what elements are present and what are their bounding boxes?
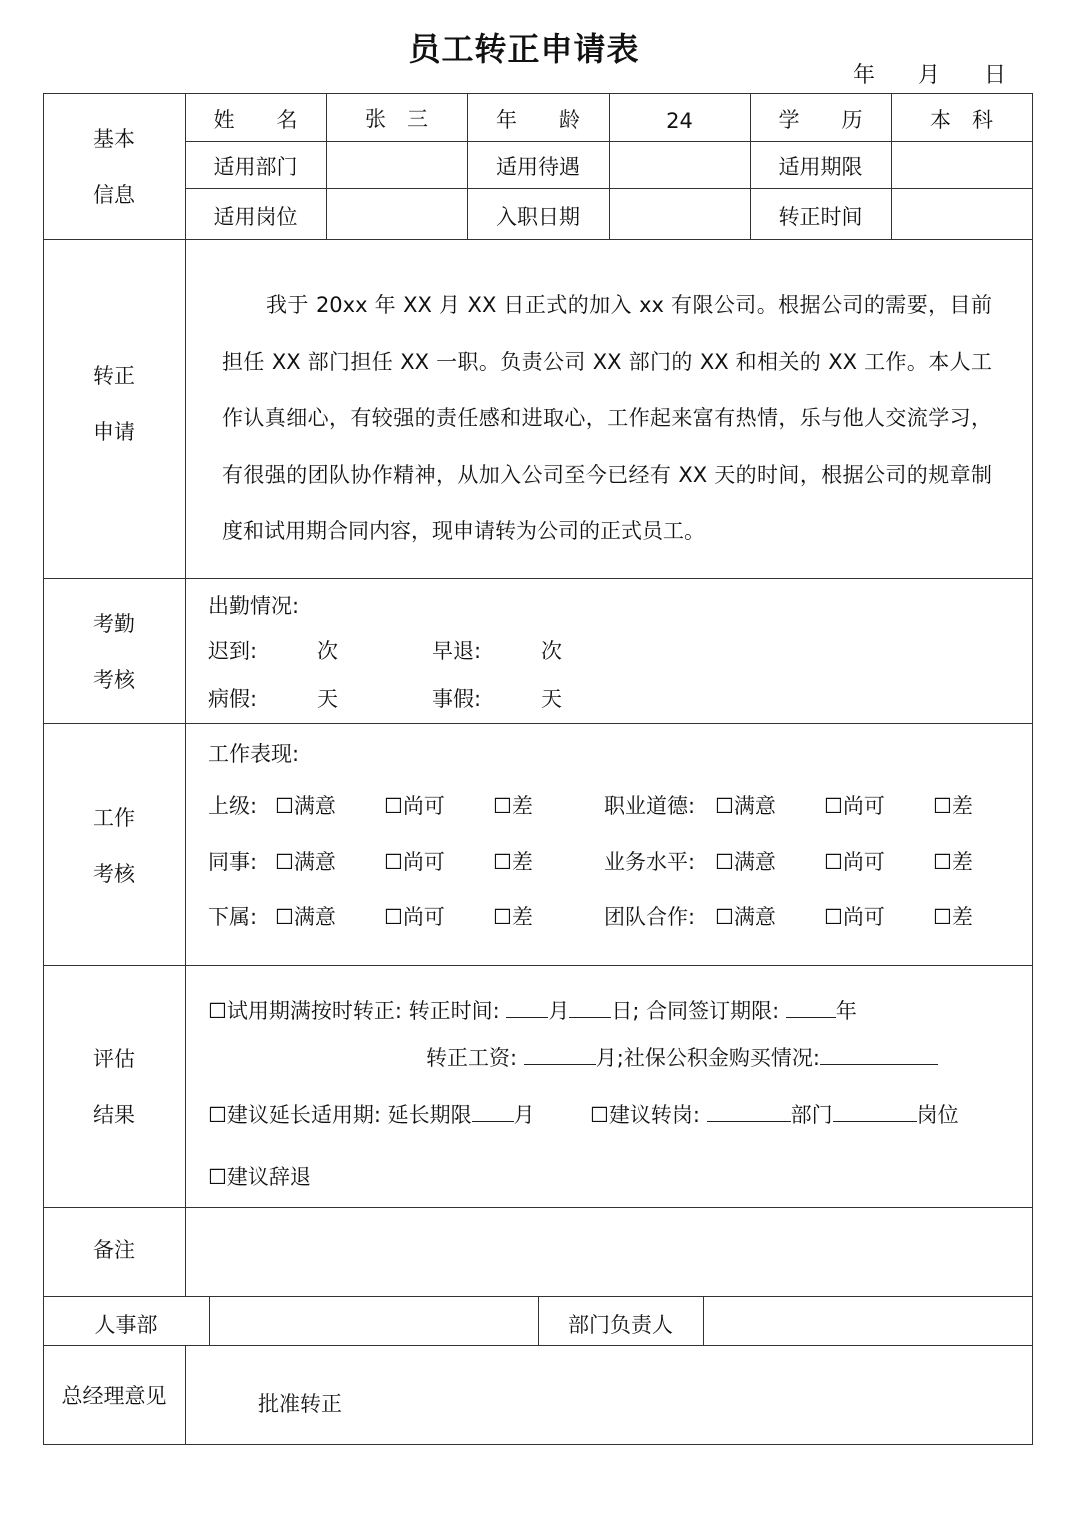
social-insurance-blank[interactable] [820,1044,938,1065]
basic-info-label: 基本 [93,127,135,151]
remarks-field[interactable] [186,1209,1032,1295]
transfer-post-label: 岗位 [916,1103,959,1127]
extend-month-blank[interactable] [472,1101,514,1122]
on-time-confirm-checkbox[interactable] [208,997,857,1022]
confirm-time-label: 转正时间: [408,999,500,1023]
transfer-dept-label: 部门 [790,1103,833,1127]
attendance-heading: 出勤情况: [208,594,300,618]
form-title: 员工转正申请表 [408,30,640,68]
confirm-time-label: 转正时间 [778,205,863,229]
age-label: 年 龄 [496,108,580,132]
subordinate-poor-checkbox[interactable]: ☐差 [493,905,533,929]
late-label: 迟到: [208,639,258,663]
education-label: 学 历 [778,108,863,132]
transfer-label: ☐建议转岗: [590,1103,700,1127]
position-label: 适用岗位 [213,205,298,229]
contract-label: 合同签订期限: [646,999,780,1023]
dept-head-signature-field[interactable] [704,1298,1032,1344]
ethics-fair-checkbox[interactable]: ☐尚可 [824,794,885,818]
work-assessment-label: 工作 [93,806,135,830]
application-text[interactable]: 我于 20xx 年 XX 月 XX 日正式的加入 xx 有限公司。根据公司的需要，目前担任 XX 部门担任 XX 一职。负责公司 XX 部门的 XX 和相关的 XX 工作。本人工作认真细心，有较强的责任感和进取心，工作起来富有热情，乐与他人交流学习，有很强的团队协作精神，从加入公司至今已经有 XX 天的时间，根据公司的规章制度和试用期合同内容，现申请转为公司的正式员工。 [222,293,992,543]
dept-head-label: 部门负责人 [568,1313,673,1337]
ethics-satisfied-checkbox[interactable]: ☐满意 [715,794,776,818]
ethics-poor-checkbox[interactable]: ☐差 [933,794,973,818]
colleague-satisfied-checkbox[interactable]: ☐满意 [275,850,336,874]
on-time-confirm-label: ☐试用期满按时转正: [208,999,402,1023]
age-value[interactable]: 24 [666,109,693,133]
extend-probation-label: ☐建议延长适用期: [208,1103,381,1127]
teamwork-fair-checkbox[interactable]: ☐尚可 [824,905,885,929]
late-unit[interactable]: 次 [317,639,338,663]
superior-fair-checkbox[interactable]: ☐尚可 [384,794,445,818]
month-label: 月 [548,999,570,1023]
date-year-label: 年 [853,63,876,88]
application-label: 转正 [93,364,135,388]
row-divider [43,578,1032,579]
social-insurance-label: 社保公积金购买情况: [623,1046,820,1070]
salary-month-label: 月; [595,1046,624,1070]
sick-leave-unit[interactable]: 天 [317,687,338,711]
salary-row [426,1044,938,1069]
subordinate-fair-checkbox[interactable]: ☐尚可 [384,905,445,929]
row-divider [43,723,1032,724]
attendance-label: 考勤 [93,612,135,636]
name-label: 姓 名 [213,108,298,132]
evaluation-label: 结果 [93,1103,135,1127]
early-leave-unit[interactable]: 次 [541,639,562,663]
attendance-label: 考核 [93,668,135,692]
hr-signature-field[interactable] [210,1298,537,1344]
row-divider [43,1345,1032,1346]
salary-label: 转正工资: [426,1046,518,1070]
row-divider [43,239,1032,240]
treatment-label: 适用待遇 [496,155,580,179]
teamwork-satisfied-checkbox[interactable]: ☐满意 [715,905,776,929]
teamwork-poor-checkbox[interactable]: ☐差 [933,905,973,929]
column-divider [185,94,186,1296]
application-label: 申请 [93,420,135,444]
work-assessment-label: 考核 [93,862,135,886]
gm-opinion-label: 总经理意见 [61,1384,167,1408]
extend-period-label: 延长期限 [387,1103,472,1127]
row-divider [43,965,1032,966]
personal-leave-label: 事假: [432,687,482,711]
early-leave-label: 早退: [432,639,482,663]
teamwork-label: 团队合作: [604,905,696,929]
skill-satisfied-checkbox[interactable]: ☐满意 [715,850,776,874]
skill-label: 业务水平: [604,850,696,874]
dismiss-checkbox[interactable]: ☐建议辞退 [208,1165,311,1189]
ethics-label: 职业道德: [604,794,696,818]
superior-poor-checkbox[interactable]: ☐差 [493,794,533,818]
work-heading: 工作表现: [208,742,300,766]
contract-year-blank[interactable] [786,997,836,1018]
confirm-day-blank[interactable] [569,997,611,1018]
gm-opinion-value[interactable]: 批准转正 [258,1392,342,1416]
hr-label: 人事部 [94,1313,158,1337]
superior-label: 上级: [208,794,258,818]
column-divider [185,1345,186,1444]
education-value[interactable]: 本 科 [930,108,993,132]
colleague-fair-checkbox[interactable]: ☐尚可 [384,850,445,874]
period-label: 适用期限 [778,155,863,179]
name-value[interactable]: 张 三 [365,107,428,131]
personal-leave-unit[interactable]: 天 [541,687,562,711]
date-month-label: 月 [918,63,941,88]
year-label: 年 [835,999,857,1023]
salary-blank[interactable] [524,1044,596,1065]
date-day-label: 日 [984,63,1007,88]
confirm-month-blank[interactable] [506,997,548,1018]
subordinate-satisfied-checkbox[interactable]: ☐满意 [275,905,336,929]
row-divider [43,1207,1032,1208]
extend-probation-checkbox[interactable] [208,1101,535,1126]
transfer-checkbox[interactable] [590,1101,959,1126]
transfer-dept-blank[interactable] [707,1101,791,1122]
dept-label: 适用部门 [213,155,298,179]
sick-leave-label: 病假: [208,687,258,711]
basic-info-label: 信息 [93,183,135,207]
remarks-label: 备注 [93,1238,135,1262]
subordinate-label: 下属: [208,905,258,929]
transfer-post-blank[interactable] [833,1101,917,1122]
skill-poor-checkbox[interactable]: ☐差 [933,850,973,874]
extend-month-label: 月 [513,1103,535,1127]
entry-date-label: 入职日期 [496,205,580,229]
colleague-label: 同事: [208,850,258,874]
skill-fair-checkbox[interactable]: ☐尚可 [824,850,885,874]
superior-satisfied-checkbox[interactable]: ☐满意 [275,794,336,818]
colleague-poor-checkbox[interactable]: ☐差 [493,850,533,874]
evaluation-label: 评估 [93,1047,135,1071]
day-label: 日; [611,999,640,1023]
